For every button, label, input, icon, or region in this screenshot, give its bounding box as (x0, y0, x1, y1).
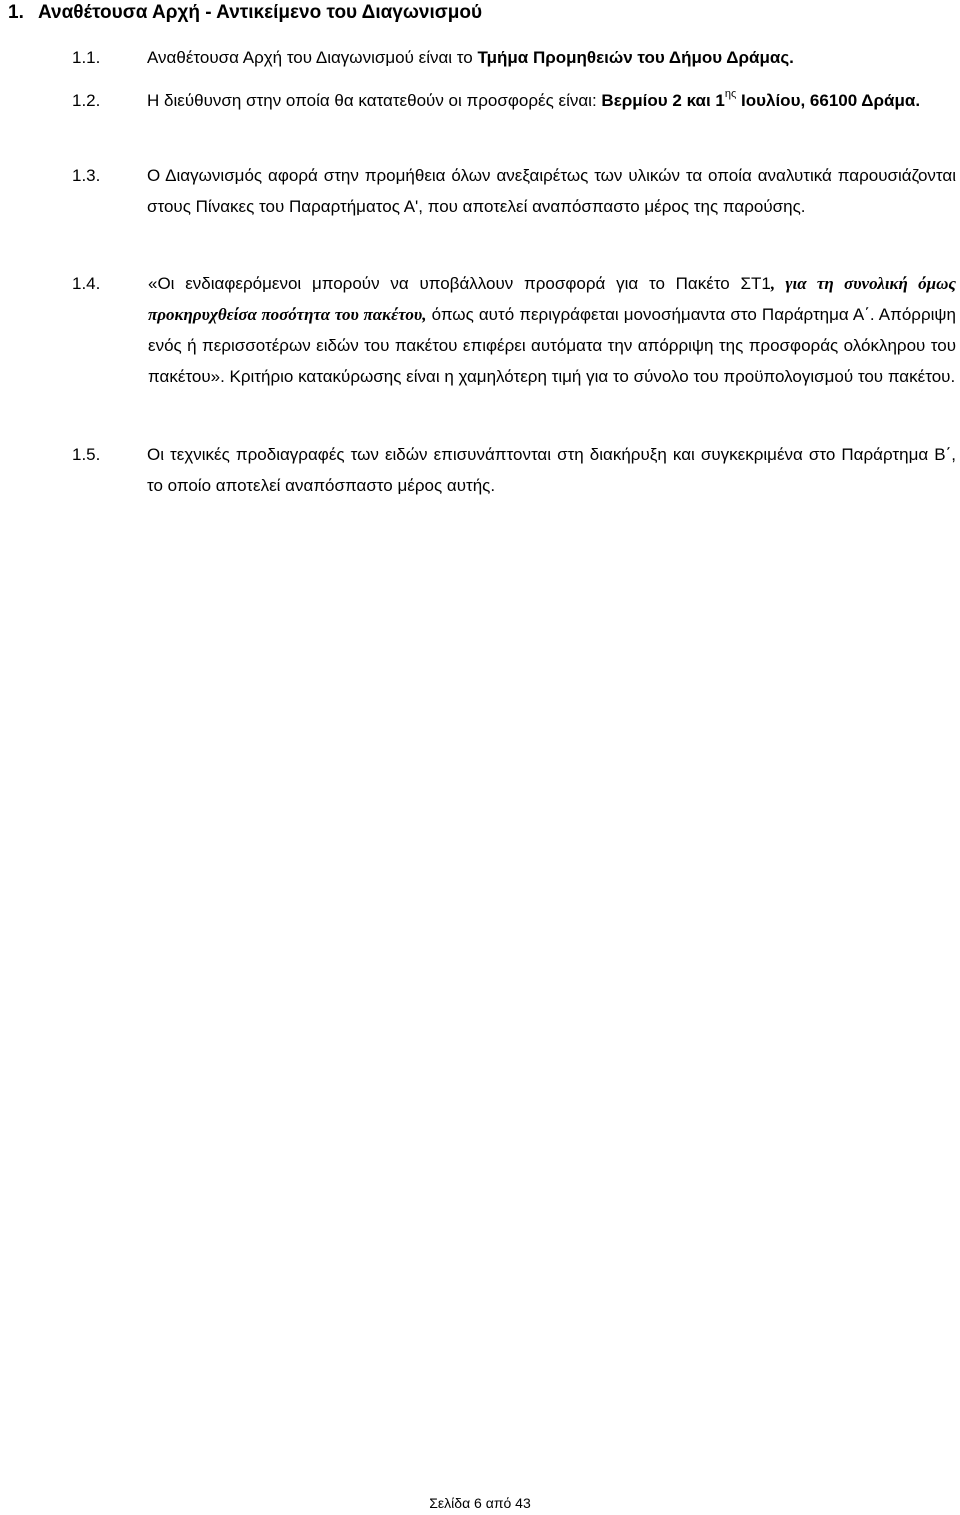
page-footer: Σελίδα 6 από 43 (429, 1495, 531, 1511)
item-body (148, 268, 956, 392)
list-item-1-4 (72, 268, 956, 392)
item-number: 1.5. (72, 445, 101, 464)
section-number: 1. (8, 2, 24, 23)
item-text: Αναθέτουσα Αρχή του Διαγωνισμού είναι το (147, 48, 478, 67)
item-bold-italic-text: , για τη συνολική όμως προκηρυχθείσα ποσότητα του πακέτου, (148, 274, 956, 324)
item-body: Οι τεχνικές προδιαγραφές των ειδών επισυνάπτονται στη διακήρυξη και συγκεκριμένα στο Παράρτημα Β΄, το οποίο αποτελεί αναπόσπαστο μέρος αυτής. (147, 445, 956, 495)
item-number: 1.1. (72, 48, 101, 67)
section-heading (8, 2, 482, 24)
item-body (147, 85, 956, 116)
item-number: 1.2. (72, 91, 101, 110)
item-superscript: ης (724, 88, 737, 101)
item-number: 1.3. (72, 166, 101, 185)
list-item-1-5 (72, 439, 956, 501)
list-item-1-3 (72, 160, 956, 222)
item-bold-text: Τμήμα Προμηθειών του Δήμου Δράμας. (477, 48, 794, 67)
item-text-after: όπως αυτό περιγράφεται μονοσήμαντα στο Παράρτημα Α΄. Απόρριψη ενός ή περισσοτέρων ειδών του πακέτου επιφέρει αυτόματα την απόρριψη της προσφοράς ολόκληρου του πακέτου». Κριτήριο κατακύρωσης είναι η χαμηλότερη τιμή για το σύνολο του προϋπολογισμού του πακέτου. (148, 305, 956, 386)
item-text: Η διεύθυνση στην οποία θα κατατεθούν οι προσφορές είναι: (147, 91, 602, 110)
list-item-1-2 (72, 85, 956, 116)
item-body: Ο Διαγωνισμός αφορά στην προμήθεια όλων ανεξαιρέτως των υλικών τα οποία αναλυτικά παρουσιάζονται στους Πίνακες του Παραρτήματος Α', που αποτελεί αναπόσπαστο μέρος της παρούσης. (147, 166, 956, 216)
section-title: Αναθέτουσα Αρχή - Αντικείμενο του Διαγωνισμού (38, 2, 483, 23)
item-body (147, 42, 956, 73)
item-text: «Οι ενδιαφερόμενοι μπορούν να υποβάλλουν προσφορά για το Πακέτο ΣΤ1 (148, 274, 771, 293)
list-item-1-1 (72, 42, 956, 73)
item-number: 1.4. (72, 274, 101, 293)
item-bold-text-cont: Ιουλίου, 66100 Δράμα. (736, 91, 921, 110)
item-bold-text: Βερμίου 2 και 1 (601, 91, 725, 110)
